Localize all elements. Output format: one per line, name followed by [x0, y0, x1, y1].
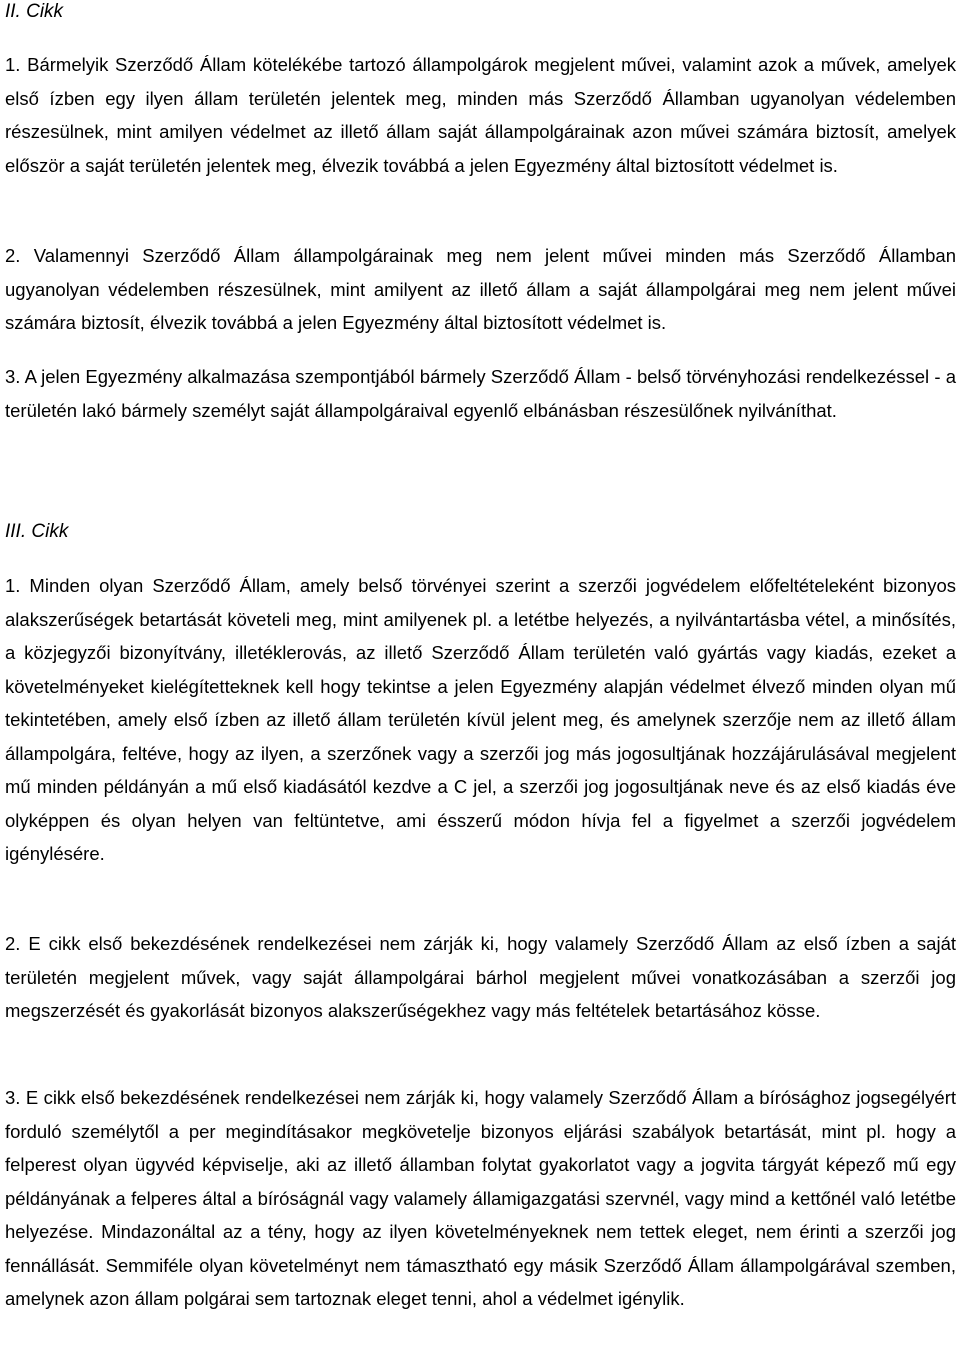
article-2-heading: II. Cikk	[5, 1, 64, 22]
article-3-heading: III. Cikk	[5, 521, 69, 542]
article-2-paragraph-3: 3. A jelen Egyezmény alkalmazása szempontjából bármely Szerződő Állam - belső törvényhozási rendelkezéssel - a területén lakó bármely személyt saját állampolgáraival egyenlő elbánásban részesülőnek nyilváníthat.	[5, 366, 956, 421]
article-3-paragraph-3: 3. E cikk első bekezdésének rendelkezései nem zárják ki, hogy valamely Szerződő Állam a bírósághoz jogsegélyért forduló személytől a per megindításakor megkövetelje bizonyos eljárási szabályok betartását, mint pl. hogy a felperest olyan ügyvéd képviselje, aki az illető államban folytat gyakorlatot vagy a jogvita tárgyát képező mű egy példányának a felperes által a bíróságnál vagy valamely államigazgatási szervnél, vagy mind a kettőnél való letétbe helyezése. Mindazonáltal az a tény, hogy az ilyen követelményeknek nem tettek eleget, nem érinti a szerzői jog fennállását. Semmiféle olyan követelményt nem támasztható egy másik Szerződő Állam állampolgárával szemben, amelynek azon állam polgárai sem tartoznak eleget tenni, ahol a védelmet igénylik.	[5, 1087, 956, 1309]
article-2-paragraph-2: 2. Valamennyi Szerződő Állam állampolgárainak meg nem jelent művei minden más Szerződő Államban ugyanolyan védelemben részesülnek, mint amilyent az illető állam a saját állampolgárai meg nem jelent művei számára biztosít, élvezik továbbá a jelen Egyezmény által biztosított védelmet is.	[5, 245, 956, 333]
article-3-paragraph-2: 2. E cikk első bekezdésének rendelkezései nem zárják ki, hogy valamely Szerződő Állam az első ízben a saját területén megjelent művek, vagy saját állampolgárai bárhol megjelent művei vonatkozásában a szerzői jog megszerzését és gyakorlását bizonyos alakszerűségekhez vagy más feltételek betartásához kösse.	[5, 933, 956, 1021]
article-3-paragraph-1: 1. Minden olyan Szerződő Állam, amely belső törvényei szerint a szerzői jogvédelem előfeltételeként bizonyos alakszerűségek betartását követeli meg, mint amilyenek pl. a letétbe helyezés, a nyilvántartásba vétel, a minősítés, a közjegyzői bizonyítvány, illetéklerovás, az illető Szerződő Állam területén való gyártás vagy kiadás, ezeket a követelményeket kielégítetteknek kell hogy tekintse a jelen Egyezmény alapján védelmet élvező minden olyan mű tekintetében, amely első ízben az illető állam területén kívül jelent meg, és amelynek szerzője nem az illető állam állampolgára, feltéve, hogy az ilyen, a szerzőnek vagy a szerzői jog más jogosultjának hozzájárulásával megjelent mű minden példányán a mű első kiadásától kezdve a C jel, a szerzői jog jogosultjának neve és az első kiadás éve olyképpen és olyan helyen van feltüntetve, ami ésszerű módon hívja fel a figyelmet a szerzői jogvédelem igénylésére.	[5, 575, 956, 864]
article-2-paragraph-1: 1. Bármelyik Szerződő Állam kötelékébe tartozó állampolgárok megjelent művei, valamint azok a művek, amelyek első ízben egy ilyen állam területén jelentek meg, minden más Szerződő Államban ugyanolyan védelemben részesülnek, mint amilyen védelmet az illető állam saját állampolgárainak azon művei számára biztosít, amelyek először a saját területén jelentek meg, élvezik továbbá a jelen Egyezmény által biztosított védelmet is.	[5, 54, 956, 176]
